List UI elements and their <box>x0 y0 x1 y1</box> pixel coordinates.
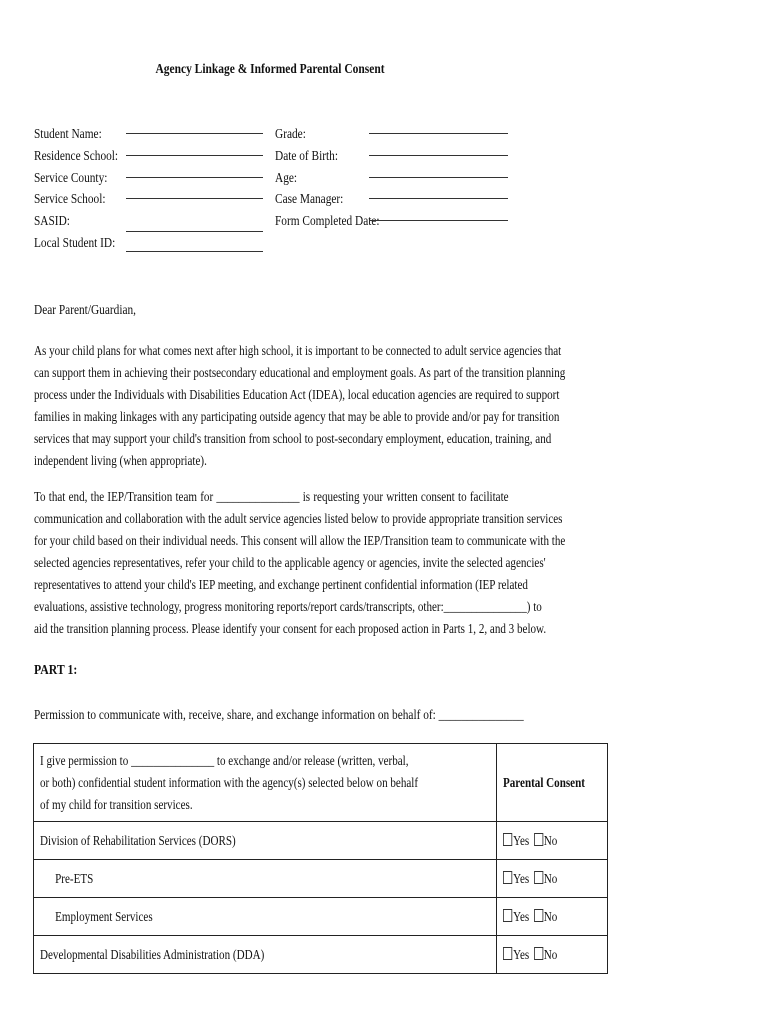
date-of-birth-label: Date of Birth: <box>275 148 338 163</box>
table-row <box>34 860 608 898</box>
service-school-field[interactable] <box>126 198 263 199</box>
yes-checkbox[interactable] <box>503 833 512 846</box>
no-checkbox[interactable] <box>534 833 543 846</box>
permission-statement-line: or both) confidential student information with the agency(s) selected below on behalf <box>40 774 419 790</box>
service-school-label: Service School: <box>34 191 106 206</box>
agency-name: Division of Rehabilitation Services (DORS) <box>40 832 236 848</box>
intro-paragraph <box>34 340 566 472</box>
part1-permission-text: Permission to communicate with, receive, share, and exchange information on behalf of: _______________ <box>34 707 524 722</box>
residence-school-field[interactable] <box>126 155 263 156</box>
grade-label: Grade: <box>275 126 306 141</box>
no-checkbox[interactable] <box>534 909 543 922</box>
table-header-row <box>34 744 608 822</box>
form-title: Agency Linkage & Informed Parental Consent <box>155 62 385 77</box>
agency-cell <box>34 898 497 936</box>
table-row <box>34 822 608 860</box>
paragraph-line: communication and collaboration with the adult service agencies listed below to provide appropriate transition services <box>34 511 563 526</box>
consent-options <box>497 898 608 936</box>
yes-label: Yes <box>513 908 530 924</box>
no-label: No <box>543 870 558 886</box>
consent-paragraph <box>34 486 566 640</box>
grade-field[interactable] <box>369 133 508 134</box>
consent-options <box>497 936 608 974</box>
no-label: No <box>543 832 558 848</box>
sasid-label: SASID: <box>34 213 70 228</box>
paragraph-line: for your child based on their individual needs. This consent will allow the IEP/Transition team to communicate with the <box>34 533 566 548</box>
yes-label: Yes <box>513 832 530 848</box>
form-completed-date-label: Form Completed Date: <box>275 213 380 228</box>
student-name-label: Student Name: <box>34 126 102 141</box>
table-row <box>34 936 608 974</box>
paragraph-line: can support them in achieving their postsecondary educational and employment goals. As part of the transition planning <box>34 365 566 380</box>
paragraph-line: process under the Individuals with Disabilities Education Act (IDEA), local education agencies are required to support <box>34 387 560 402</box>
yes-checkbox[interactable] <box>503 909 512 922</box>
permission-statement-cell <box>34 744 497 822</box>
agency-name: Employment Services <box>55 908 153 924</box>
paragraph-line: independent living (when appropriate). <box>34 453 207 468</box>
residence-school-label: Residence School: <box>34 148 119 163</box>
paragraph-line: evaluations, assistive technology, progress monitoring reports/report cards/transcripts, other:_______________) to <box>34 599 542 614</box>
agency-cell <box>34 860 497 898</box>
consent-options <box>497 822 608 860</box>
parental-consent-header <box>497 744 608 822</box>
agency-name: Pre-ETS <box>55 870 94 886</box>
local-student-id-label: Local Student ID: <box>34 235 116 250</box>
paragraph-line: aid the transition planning process. Please identify your consent for each proposed action in Parts 1, 2, and 3 below. <box>34 621 547 636</box>
parental-consent-header-text: Parental Consent <box>503 774 586 790</box>
salutation: Dear Parent/Guardian, <box>34 302 137 317</box>
agency-cell <box>34 822 497 860</box>
consent-options <box>497 860 608 898</box>
case-manager-field[interactable] <box>369 198 508 199</box>
agency-cell <box>34 936 497 974</box>
no-checkbox[interactable] <box>534 947 543 960</box>
agency-name: Developmental Disabilities Administration (DDA) <box>40 946 265 962</box>
paragraph-line: families in making linkages with any participating outside agency that may be able to provide and/or pay for transition <box>34 409 560 424</box>
yes-label: Yes <box>513 946 530 962</box>
service-county-field[interactable] <box>126 177 263 178</box>
paragraph-line: services that may support your child's transition from school to post-secondary employment, education, training, and <box>34 431 552 446</box>
sasid-field[interactable] <box>126 231 263 232</box>
case-manager-label: Case Manager: <box>275 191 344 206</box>
part1-heading: PART 1: <box>34 663 78 678</box>
no-label: No <box>543 908 558 924</box>
no-label: No <box>543 946 558 962</box>
age-label: Age: <box>275 170 298 185</box>
form-completed-date-field[interactable] <box>369 220 508 221</box>
age-field[interactable] <box>369 177 508 178</box>
date-of-birth-field[interactable] <box>369 155 508 156</box>
permission-statement-line: I give permission to _______________ to exchange and/or release (written, verbal, <box>40 752 409 768</box>
yes-label: Yes <box>513 870 530 886</box>
permission-statement-line: of my child for transition services. <box>40 796 193 812</box>
paragraph-line: representatives to attend your child's IEP meeting, and exchange pertinent confidential information (IEP related <box>34 577 528 592</box>
paragraph-line: To that end, the IEP/Transition team for _______________ is requesting your written consent to facilitate <box>34 489 509 504</box>
service-county-label: Service County: <box>34 170 108 185</box>
student-name-field[interactable] <box>126 133 263 134</box>
yes-checkbox[interactable] <box>503 871 512 884</box>
agency-consent-table <box>33 743 608 974</box>
paragraph-line: selected agencies representatives, refer your child to the applicable agency or agencies, invite the selected agencies' <box>34 555 546 570</box>
yes-checkbox[interactable] <box>503 947 512 960</box>
table-row <box>34 898 608 936</box>
local-student-id-field[interactable] <box>126 251 263 252</box>
paragraph-line: As your child plans for what comes next after high school, it is important to be connected to adult service agencies that <box>34 343 562 358</box>
no-checkbox[interactable] <box>534 871 543 884</box>
